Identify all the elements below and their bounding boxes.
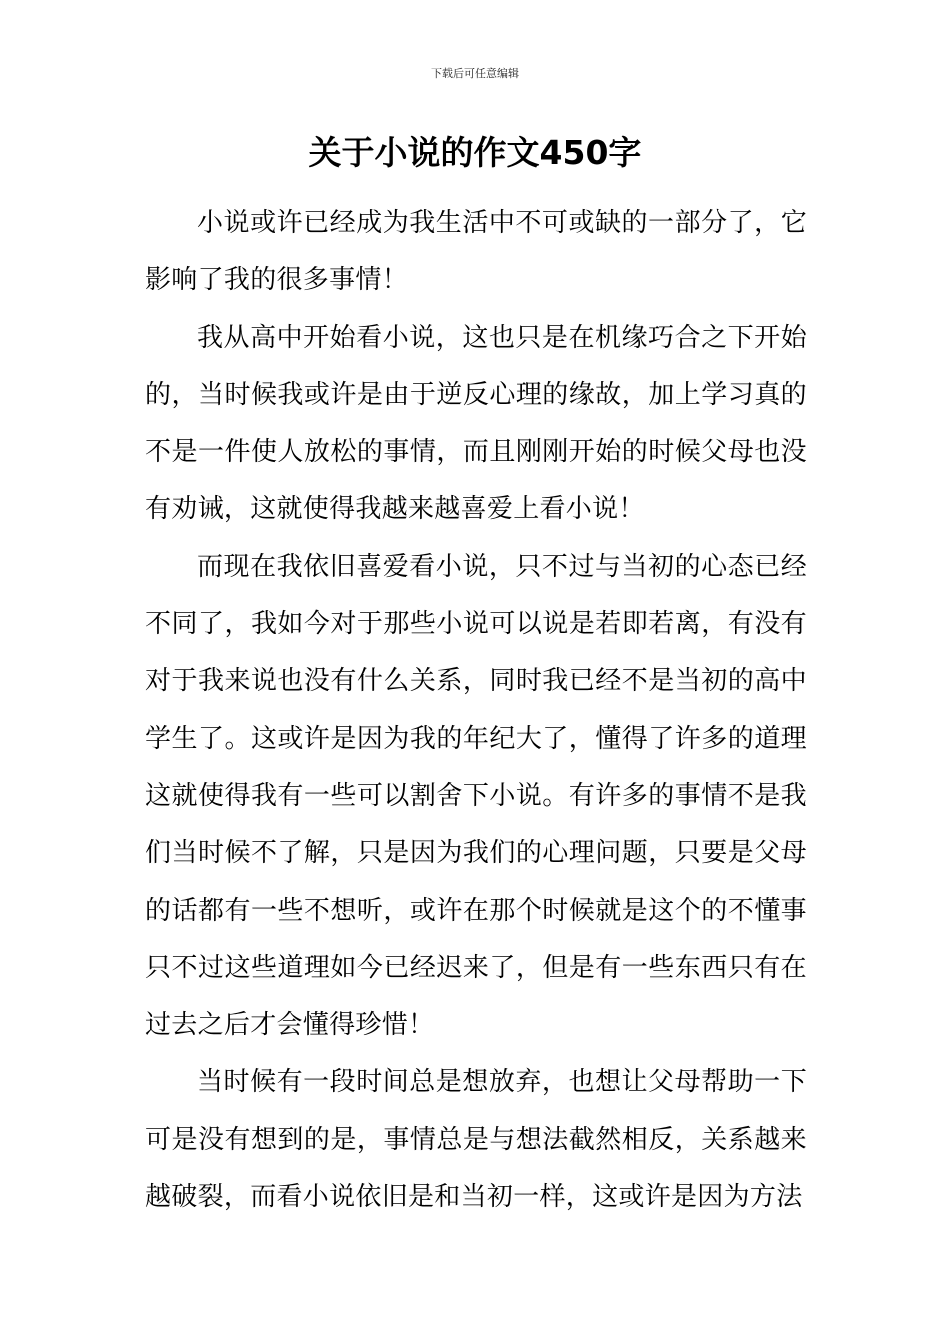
paragraph-2: 我从高中开始看小说，这也只是在机缘巧合之下开始的，当时候我或许是由于逆反心理的缘故，加上学习真的不是一件使人放松的事情，而且刚刚开始的时候父母也没有劝诫，这就使得我越来越喜爱上看小说！ — [145, 322, 807, 525]
paragraph-3: 而现在我依旧喜爱看小说，只不过与当初的心态已经不同了，我如今对于那些小说可以说是若即若离，有没有对于我来说也没有什么关系，同时我已经不是当初的高中学生了。这或许是因为我的年纪大了，懂得了许多的道理这就使得我有一些可以割舍下小说。有许多的事情不是我们当时候不了解，只是因为我们的心理问题，只要是父母的话都有一些不想听，或许在那个时候就是这个的不懂事只不过这些道理如今已经迟来了，但是有一些东西只有在过去之后才会懂得珍惜！ — [145, 551, 807, 1041]
paragraph-1: 小说或许已经成为我生活中不可或缺的一部分了，它影响了我的很多事情！ — [145, 208, 807, 296]
document-title: 关于小说的作文450字 — [308, 133, 642, 172]
paragraph-4: 当时候有一段时间总是想放弃，也想让父母帮助一下可是没有想到的是，事情总是与想法截然相反，关系越来越破裂，而看小说依旧是和当初一样，这或许是因为方法 — [145, 1067, 807, 1213]
header-note: 下载后可任意编辑 — [431, 67, 519, 80]
essay-body — [145, 195, 807, 1226]
